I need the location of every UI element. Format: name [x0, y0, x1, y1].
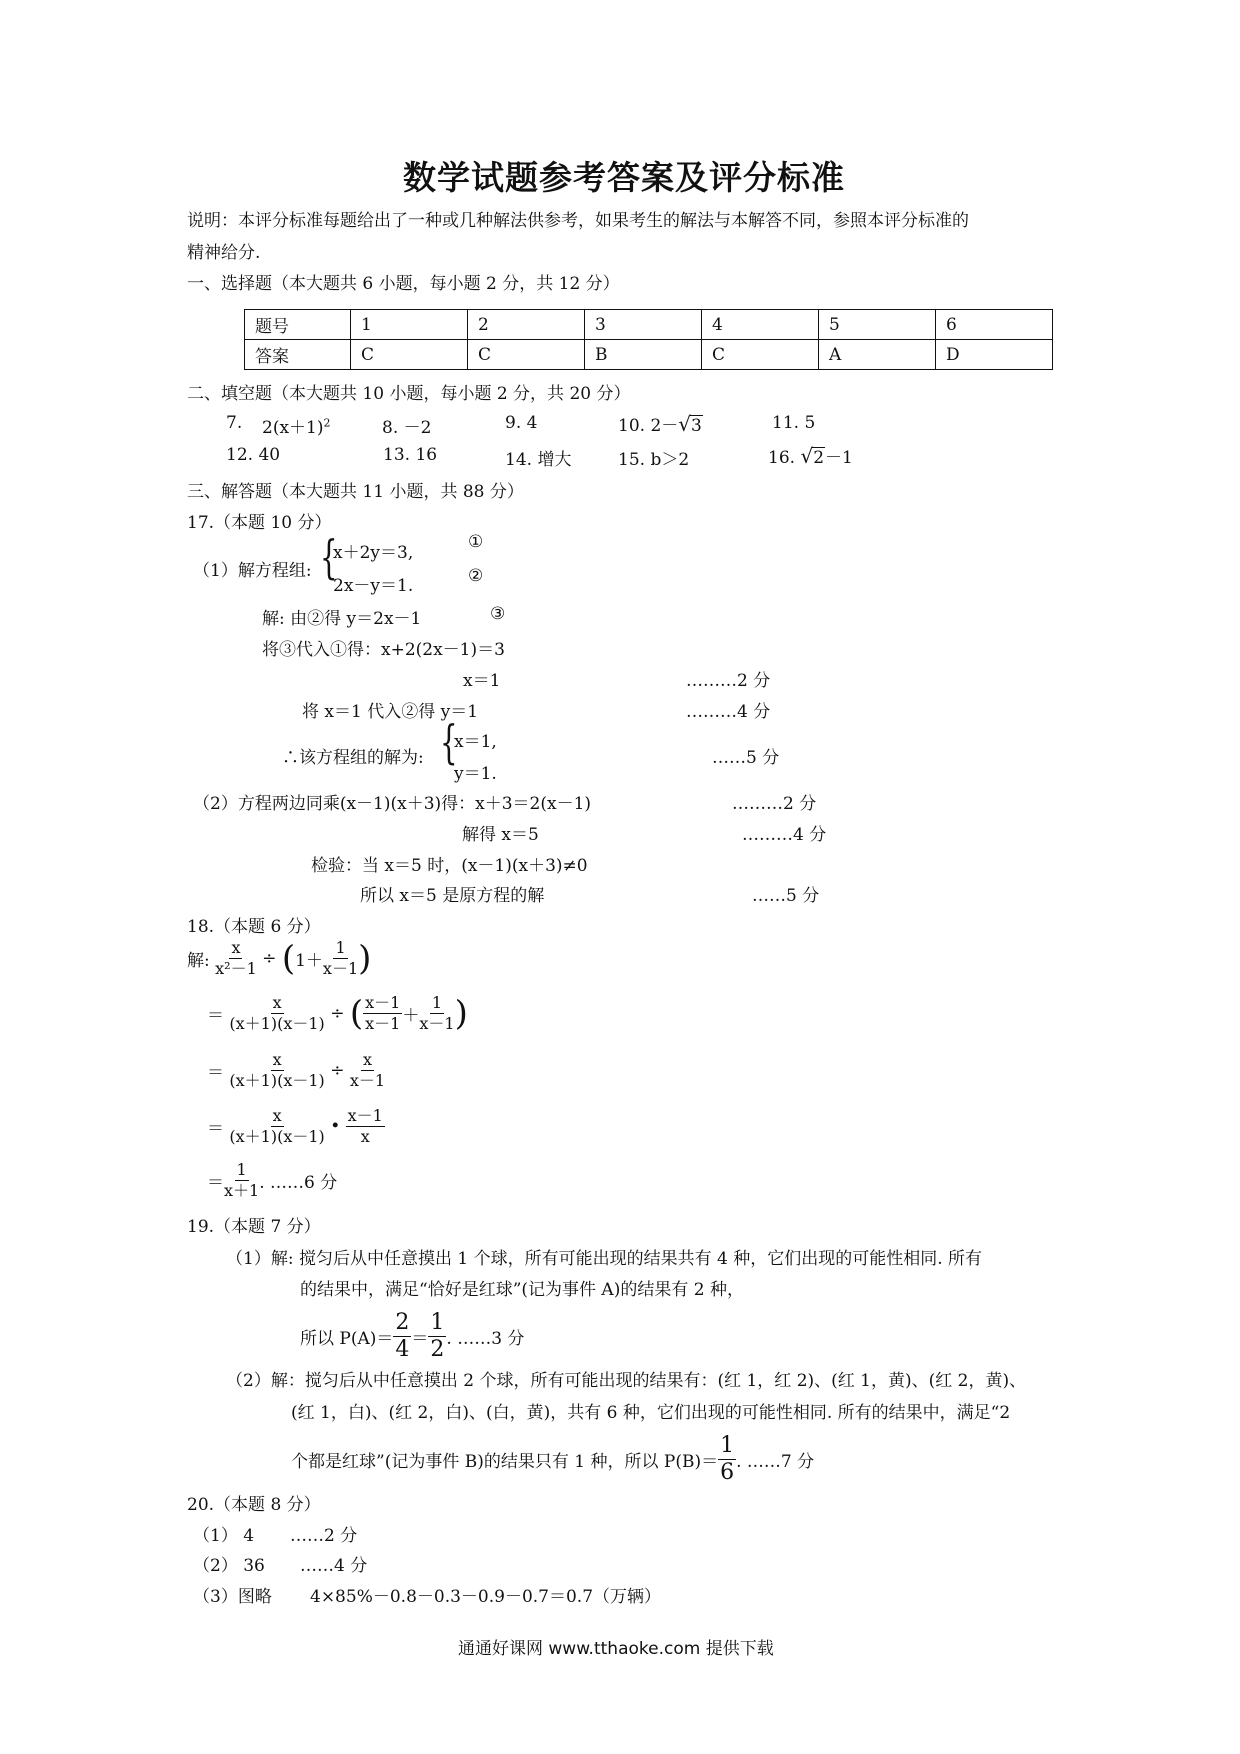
answer-7-label: 7. [226, 413, 243, 433]
fraction [350, 1050, 385, 1091]
sqrt-icon: √ [678, 412, 692, 436]
numerator: x [272, 1106, 282, 1125]
table-cell: 题号 [245, 310, 351, 340]
q17-step5-score: ……5 分 [712, 748, 780, 768]
fraction [419, 993, 454, 1034]
table-cell: 1 [351, 310, 468, 340]
q17-part2-conclusion-score: ……5 分 [752, 886, 820, 906]
multiply-dot: • [330, 1116, 341, 1137]
q17-mark3: ③ [490, 604, 506, 624]
table-row [245, 310, 1053, 340]
brace-icon: { [440, 715, 458, 769]
q18-line5 [207, 1160, 337, 1201]
q19-part1-line3 [300, 1310, 524, 1363]
equals-sign: ＝ [207, 1173, 224, 1193]
numerator: x [231, 938, 241, 957]
equals-sign: ＝ [411, 1329, 429, 1349]
denominator: x－1 [419, 1014, 455, 1033]
answer-14: 14. 增大 [505, 450, 572, 470]
table-cell: C [702, 340, 819, 370]
answer-13: 13. 16 [383, 445, 438, 465]
q17-eq1: x＋2y＝3, [333, 543, 414, 563]
numerator: x－1 [347, 1106, 383, 1125]
denominator: x－1 [365, 1014, 401, 1033]
q20-answer3-calc: 4×85%－0.8－0.3－0.9－0.7＝0.7（万辆） [310, 1587, 662, 1607]
answer-16 [768, 443, 853, 468]
fraction [229, 993, 324, 1034]
q20-answer3: （3）图略 [193, 1587, 272, 1607]
answer-table [244, 309, 1053, 370]
intro-line1: 说明：本评分标准每题给出了一种或几种解法供参考，如果考生的解法与本解答不同，参照本评分标准的 [187, 211, 969, 231]
table-cell: 4 [702, 310, 819, 340]
divide-sign: ÷ [330, 1060, 345, 1081]
q20-answer2-score: ……4 分 [300, 1556, 368, 1576]
sqrt-icon: √ [800, 444, 814, 468]
table-cell: D [936, 340, 1053, 370]
answer-8: 8. －2 [382, 418, 432, 438]
denominator: x－1 [322, 959, 359, 978]
q17-part2-step2: 解得 x＝5 [462, 825, 539, 845]
q17-part2-conclusion: 所以 x＝5 是原方程的解 [360, 886, 545, 906]
q18-heading: 18.（本题 6 分） [187, 917, 321, 937]
q19-part2-line2: (红 1，白)、(红 2，白)、(白，黄)，共有 6 种，它们出现的可能性相同. 所有的结果中，满足“2 [291, 1403, 1011, 1423]
answer-9: 9. 4 [505, 413, 538, 433]
denominator: 4 [395, 1337, 410, 1362]
q17-solution-x: x＝1, [454, 732, 497, 752]
section2-heading: 二、填空题（本大题共 10 小题，每小题 2 分，共 20 分） [187, 384, 631, 404]
q19-part1-line1: （1）解: 搅匀后从中任意摸出 1 个球，所有可能出现的结果共有 4 种，它们出现的可能性相同. 所有 [226, 1249, 983, 1269]
table-cell: A [819, 340, 936, 370]
denominator: (x＋1)(x－1) [229, 1071, 325, 1090]
table-cell: B [585, 340, 702, 370]
q19-part2-score: . ……7 分 [736, 1452, 815, 1472]
equals-sign: ＝ [207, 1006, 224, 1026]
brace-icon: { [320, 530, 338, 584]
numerator: 2 [395, 1310, 410, 1335]
answer-16-tail: －1 [825, 448, 853, 468]
q17-step4-score: ………4 分 [686, 702, 771, 722]
q17-step2: 将③代入①得：x+2(2x－1)＝3 [262, 640, 505, 660]
q20-answer1: （1） 4 [193, 1526, 255, 1546]
paren-icon: ( [281, 938, 296, 979]
denominator: x²－1 [215, 959, 257, 978]
q18-score: . ……6 分 [259, 1173, 338, 1193]
q17-part2: （2）方程两边同乘(x－1)(x＋3)得：x＋3＝2(x－1) [193, 794, 592, 814]
answer-7-exponent: 2 [323, 416, 331, 430]
denominator: x [360, 1127, 370, 1146]
answer-10-radicand: 3 [691, 416, 702, 436]
footer: 通通好课网 www.tthaoke.com 提供下载 [458, 1639, 774, 1659]
answer-16-radicand: 2 [813, 448, 825, 468]
q19-part2-line3 [291, 1433, 814, 1486]
table-cell: 答案 [245, 340, 351, 370]
fraction [393, 1310, 411, 1363]
paren-icon: ) [454, 993, 468, 1034]
q17-heading: 17.（本题 10 分） [187, 513, 332, 533]
q17-mark2: ② [468, 566, 484, 586]
numerator: x [272, 1050, 282, 1069]
divide-sign: ÷ [330, 1003, 345, 1024]
q19-part2-text: 个都是红球”(记为事件 B)的结果只有 1 种，所以 P(B)＝ [291, 1452, 719, 1472]
table-row [245, 340, 1053, 370]
table-cell: 2 [468, 310, 585, 340]
paren-icon: ( [349, 993, 364, 1034]
fraction [224, 1160, 259, 1201]
numerator: 1 [431, 993, 443, 1012]
q17-step1: 解: 由②得 y＝2x－1 [262, 609, 422, 629]
plus-sign: ＋ [402, 1006, 420, 1026]
q17-mark1: ① [468, 532, 484, 552]
section3-heading: 三、解答题（本大题共 11 小题，共 88 分） [187, 482, 524, 502]
q17-part1-label: （1）解方程组: [193, 561, 312, 581]
q17-eq2: 2x－y＝1. [333, 576, 414, 596]
q19-part2-line1: （2）解：搅匀后从中任意摸出 2 个球，所有可能出现的结果有：(红 1，红 2)、(红 1，黄)、(红 2，黄)、 [226, 1371, 1027, 1391]
fraction [346, 1106, 385, 1147]
q17-step3: x＝1 [463, 671, 501, 691]
table-cell: 5 [819, 310, 936, 340]
answer-10 [618, 411, 703, 436]
denominator: x＋1 [224, 1181, 260, 1200]
answer-10-text: 10. 2－ [618, 416, 679, 436]
q18-line4 [207, 1106, 385, 1147]
q20-answer1-score: ……2 分 [290, 1526, 358, 1546]
fraction [428, 1310, 446, 1363]
q20-heading: 20.（本题 8 分） [187, 1495, 321, 1515]
answer-7 [262, 413, 330, 438]
q17-part2-step2-score: ………4 分 [742, 825, 827, 845]
equals-sign: ＝ [207, 1119, 224, 1139]
fraction [363, 993, 402, 1034]
answer-7-expr: 2(x＋1) [262, 418, 324, 438]
q17-step3-score: ………2 分 [686, 671, 771, 691]
divide-sign: ÷ [262, 948, 277, 969]
equals-sign: ＝ [207, 1063, 224, 1083]
table-cell: C [468, 340, 585, 370]
q17-part2-score: ………2 分 [732, 794, 817, 814]
fraction [215, 938, 257, 979]
intro-line2: 精神给分. [187, 243, 261, 263]
q17-step4: 将 x＝1 代入②得 y＝1 [302, 702, 479, 722]
fraction [229, 1106, 324, 1147]
answer-11: 11. 5 [772, 413, 816, 433]
fraction [323, 938, 358, 979]
section1-heading: 一、选择题（本大题共 6 小题，每小题 2 分，共 12 分） [187, 274, 620, 294]
denominator: 2 [430, 1337, 445, 1362]
numerator: x [272, 993, 282, 1012]
denominator: (x＋1)(x－1) [229, 1127, 325, 1146]
page-title: 数学试题参考答案及评分标准 [403, 158, 845, 197]
q17-solution-y: y＝1. [454, 764, 497, 784]
q20-answer2: （2） 36 [193, 1556, 265, 1576]
paren-icon: ) [358, 938, 372, 979]
fraction [229, 1050, 324, 1091]
numerator: 1 [236, 1160, 247, 1179]
q19-part1-score: . ……3 分 [446, 1329, 525, 1349]
answer-12: 12. 40 [226, 445, 281, 465]
q18-line3 [207, 1050, 385, 1091]
fraction [718, 1433, 736, 1486]
denominator: x－1 [349, 1071, 386, 1090]
q18-solve-label: 解: [187, 951, 210, 971]
numerator: 1 [430, 1310, 445, 1335]
table-cell: 6 [936, 310, 1053, 340]
table-cell: 3 [585, 310, 702, 340]
denominator: 6 [720, 1460, 735, 1485]
q17-step5: ∴该方程组的解为: [282, 748, 424, 768]
one-plus: 1＋ [295, 951, 323, 971]
q19-part1-text: 所以 P(A)＝ [300, 1329, 394, 1349]
q18-line2 [207, 993, 468, 1034]
numerator: x [362, 1050, 372, 1069]
answer-16-label: 16. [768, 448, 796, 468]
numerator: 1 [335, 938, 346, 957]
answer-15: 15. b＞2 [618, 450, 690, 470]
q19-part1-line2: 的结果中，满足“恰好是红球”(记为事件 A)的结果有 2 种， [300, 1280, 744, 1300]
numerator: x－1 [365, 993, 401, 1012]
q17-part2-check: 检验：当 x＝5 时，(x－1)(x＋3)≠0 [311, 856, 588, 876]
q19-heading: 19.（本题 7 分） [187, 1217, 321, 1237]
numerator: 1 [720, 1433, 735, 1458]
q18-line1 [187, 938, 371, 979]
table-cell: C [351, 340, 468, 370]
denominator: (x＋1)(x－1) [229, 1014, 325, 1033]
